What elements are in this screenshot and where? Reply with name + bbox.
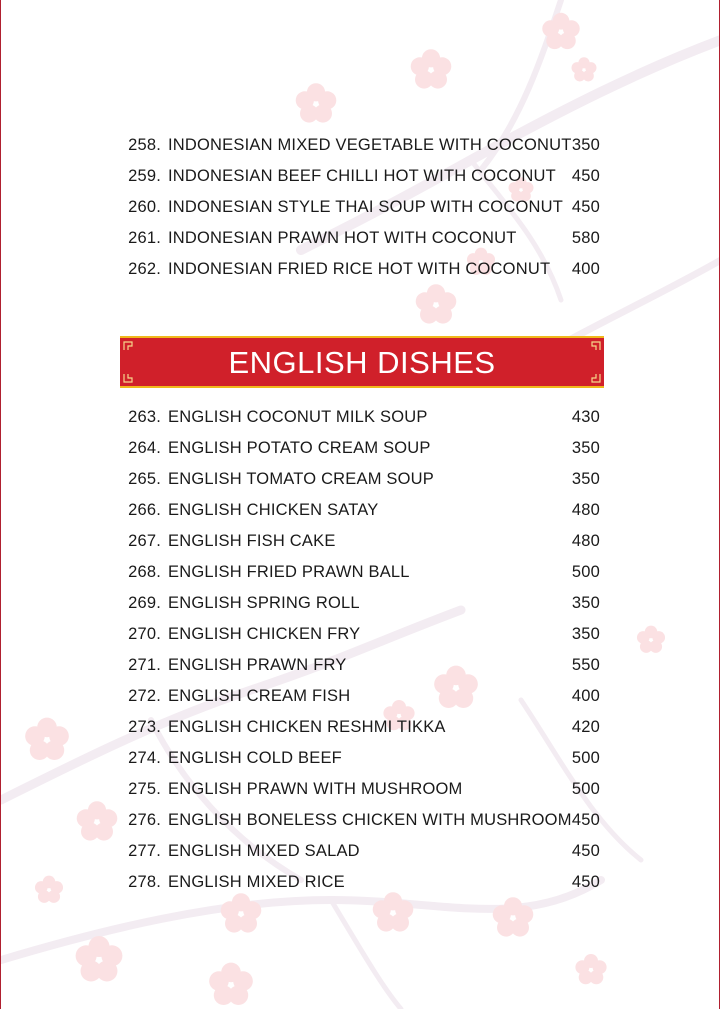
menu-item-price: 350 <box>571 439 600 457</box>
menu-item-number: 264. <box>128 439 161 457</box>
menu-item-row <box>1 563 720 594</box>
menu-item-number: 261. <box>128 229 161 247</box>
menu-item-name: INDONESIAN STYLE THAI SOUP WITH COCONUT <box>168 198 563 216</box>
menu-item-number: 266. <box>128 501 161 519</box>
menu-item-price: 480 <box>571 501 600 519</box>
menu-item-price: 350 <box>571 136 600 154</box>
menu-item-price: 500 <box>571 780 600 798</box>
menu-item-price: 400 <box>571 260 600 278</box>
menu-item-number: 258. <box>128 136 161 154</box>
menu-item-row <box>1 780 720 811</box>
menu-item-row <box>1 532 720 563</box>
menu-item-number: 269. <box>128 594 161 612</box>
menu-item-name: INDONESIAN BEEF CHILLI HOT WITH COCONUT <box>168 167 556 185</box>
menu-item-name: ENGLISH COCONUT MILK SOUP <box>168 408 428 426</box>
menu-item-row <box>1 136 720 167</box>
menu-item-name: INDONESIAN PRAWN HOT WITH COCONUT <box>168 229 517 247</box>
menu-item-name: ENGLISH COLD BEEF <box>168 749 342 767</box>
menu-item-name: INDONESIAN FRIED RICE HOT WITH COCONUT <box>168 260 551 278</box>
menu-item-row <box>1 229 720 260</box>
menu-item-row <box>1 687 720 718</box>
menu-item-price: 450 <box>571 167 600 185</box>
menu-item-number: 270. <box>128 625 161 643</box>
menu-item-number: 262. <box>128 260 161 278</box>
menu-item-price: 550 <box>571 656 600 674</box>
menu-item-number: 271. <box>128 656 161 674</box>
menu-item-row <box>1 470 720 501</box>
menu-item-number: 274. <box>128 749 161 767</box>
menu-item-number: 278. <box>128 873 161 891</box>
menu-item-row <box>1 656 720 687</box>
menu-item-row <box>1 811 720 842</box>
menu-item-price: 500 <box>571 563 600 581</box>
menu-item-price: 400 <box>571 687 600 705</box>
menu-item-price: 350 <box>571 625 600 643</box>
menu-item-number: 268. <box>128 563 161 581</box>
menu-item-row <box>1 198 720 229</box>
menu-item-name: ENGLISH POTATO CREAM SOUP <box>168 439 431 457</box>
menu-item-price: 450 <box>571 198 600 216</box>
menu-item-price: 580 <box>571 229 600 247</box>
menu-item-name: ENGLISH CHICKEN FRY <box>168 625 361 643</box>
menu-item-name: ENGLISH MIXED SALAD <box>168 842 360 860</box>
menu-item-row <box>1 842 720 873</box>
menu-item-name: ENGLISH FRIED PRAWN BALL <box>168 563 410 581</box>
menu-item-row <box>1 594 720 625</box>
menu-item-number: 275. <box>128 780 161 798</box>
menu-item-name: ENGLISH CREAM FISH <box>168 687 351 705</box>
menu-item-row <box>1 625 720 656</box>
menu-item-price: 350 <box>571 594 600 612</box>
section-title: ENGLISH DISHES <box>228 345 496 380</box>
menu-item-name: ENGLISH SPRING ROLL <box>168 594 360 612</box>
menu-item-price: 420 <box>571 718 600 736</box>
menu-item-row <box>1 167 720 198</box>
menu-item-name: ENGLISH PRAWN FRY <box>168 656 347 674</box>
menu-item-number: 276. <box>128 811 161 829</box>
menu-item-row <box>1 501 720 532</box>
menu-item-name: ENGLISH BONELESS CHICKEN WITH MUSHROOM <box>168 811 572 829</box>
menu-list-english <box>1 408 720 904</box>
menu-item-number: 267. <box>128 532 161 550</box>
menu-item-number: 277. <box>128 842 161 860</box>
menu-item-name: ENGLISH MIXED RICE <box>168 873 345 891</box>
menu-item-price: 450 <box>571 873 600 891</box>
menu-item-price: 430 <box>571 408 600 426</box>
menu-item-number: 265. <box>128 470 161 488</box>
menu-item-row <box>1 718 720 749</box>
menu-item-row <box>1 749 720 780</box>
menu-item-name: INDONESIAN MIXED VEGETABLE WITH COCONUT <box>168 136 572 154</box>
menu-item-row <box>1 873 720 904</box>
menu-item-row <box>1 439 720 470</box>
menu-item-name: ENGLISH TOMATO CREAM SOUP <box>168 470 434 488</box>
menu-item-number: 259. <box>128 167 161 185</box>
menu-item-price: 450 <box>571 811 600 829</box>
menu-item-name: ENGLISH CHICKEN SATAY <box>168 501 379 519</box>
menu-list-indonesian <box>1 136 720 291</box>
menu-item-number: 272. <box>128 687 161 705</box>
menu-item-price: 480 <box>571 532 600 550</box>
section-banner-english <box>120 336 604 388</box>
menu-item-number: 263. <box>128 408 161 426</box>
menu-item-row <box>1 260 720 291</box>
menu-item-price: 450 <box>571 842 600 860</box>
menu-item-number: 260. <box>128 198 161 216</box>
menu-item-row <box>1 408 720 439</box>
menu-item-name: ENGLISH PRAWN WITH MUSHROOM <box>168 780 463 798</box>
menu-item-name: ENGLISH CHICKEN RESHMI TIKKA <box>168 718 446 736</box>
menu-item-name: ENGLISH FISH CAKE <box>168 532 336 550</box>
menu-item-price: 350 <box>571 470 600 488</box>
menu-item-number: 273. <box>128 718 161 736</box>
menu-item-price: 500 <box>571 749 600 767</box>
